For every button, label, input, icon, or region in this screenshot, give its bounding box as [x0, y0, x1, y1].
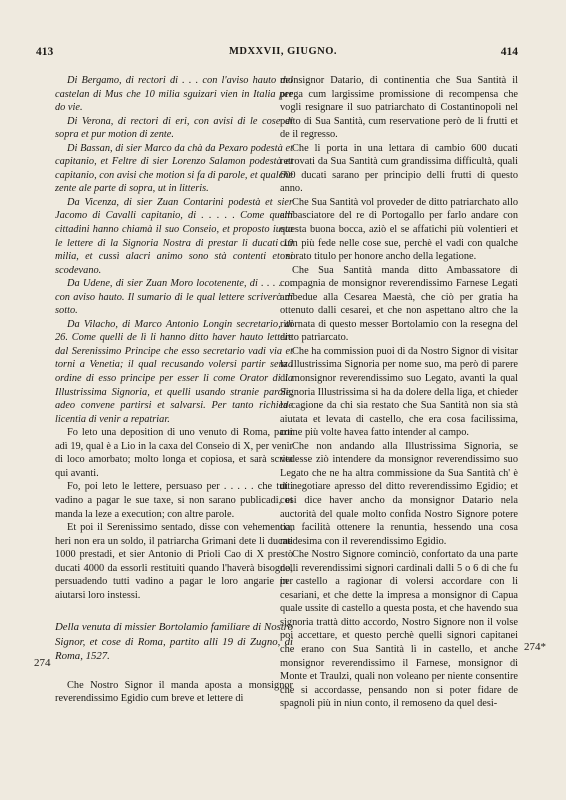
paragraph: Che non andando alla Illustrissima Signoria, se vedesse ziò intendere da monsignor reverendissimo suo Legato che ne ha altra commissione da Sua Santità ch' è di negotiare apresso del ditto reverendissimo Egidio; et cosi dice haver ancho da monsignor Datario nela auctorità del quale molto confida Nostro Signore potere con facilità ottenere la renuntia, hessendo una cosa medesima con il reverendissimo Egidio. — [280, 440, 518, 547]
page-number-left: 413 — [36, 46, 54, 58]
right-column — [280, 74, 518, 711]
paragraph: Che Nostro Signore cominciò, confortato da una parte delli reverendissimi signori cardinali dalli 5 o 6 di che fu in castello a ragionar di volersi accordare con li cesariani, et che dette la impresa a monsignor di Capua quale ussite di castello a questa posta, et che havendo sua signoria trattà ditto accordo, Nostro Signore non il volse poi accettare, et questo perchè quelli signori capitanei che erano con Sua Santità lì in castello, et anche monsignor reverendissimo il Farnese, monsignor di Monte et Traulzi, quali non voleano per niente consentire che si accordasse, pensando non si poter fidare de spagnoli più in niun conto, il remoseno da quel desi- — [280, 549, 518, 710]
section-heading: Della venuta di missier Bortolamio familiare di Nostro Signor, et cose di Roma, partito alli 19 di Zugno, di Roma, 1527. — [55, 621, 293, 662]
paragraph: Che li porta in una lettara di cambio 600 ducati retrovati da Sua Santità cum grandissima difficultà, quali 600 ducati sarano per principio delli frutti di questo anno. — [280, 142, 518, 195]
paragraph: Di Bassan, di sier Marco da chà da Pexaro podestà et capitanio, et Feltre di sier Lorenzo Salamon podestà et capitanio, con avisi che motion si fa di parole, et qualche zente ale parte di sopra, ut in litteris. — [55, 142, 293, 195]
paragraph: Da Udene, di sier Zuan Moro locotenente, di . . . . . . con aviso hauto. Il sumario di le qual lettere scriverò di sotto. — [55, 278, 293, 317]
paragraph: Che Sua Santità manda ditto Ambassatore di compagnia de monsignor reverendissimo Farnese Legati ambedue alla Cesarea Maestà, che ciò per gratia ha ottenuto dalli cesarei, et che non aspettano altro che la ritornata di questo messer Bortolamio con la resegna del ditto patriarcato. — [280, 264, 518, 344]
paragraph: monsignor Datario, di continentia che Sua Santità il prega cum largissime promissione di recompensa che vogli resignare il suo patriarchato di Costantinopoli nel petto di Sua Santità, cum reservatione però de li frutti et de il regresso. — [280, 75, 518, 141]
paragraph: Da Vicenza, di sier Zuan Contarini podestà et sier Jacomo di Cavalli capitanio, di . . . . . Come quelli cittadini hanno chiamà il suo Conseio, et proposto iusta le lettere di la Signoria Nostra di prestar li ducati 10 milia, et cussì alacri animo sono stà contenti et si scodevano. — [55, 196, 293, 276]
paragraph: Fo leto una deposition di uno venuto di Roma, partì adì 19, qual è a Lio in la caxa del Conseio di X, per venir di loco amorbato; molto longa et copiosa, et sarà scrita qui avanti. — [55, 427, 293, 479]
margin-number-left: 274 — [34, 657, 51, 669]
paragraph: Di Bergamo, di rectori di . . . con l'aviso hauto del castelan di Mus che 10 milia sguizari vien in Italia per do vie. — [55, 75, 293, 114]
paragraph: Che Nostro Signor il manda aposta a monsignor reverendissimo Egidio cum breve et lettere di — [55, 679, 293, 705]
margin-number-right: 274* — [524, 641, 546, 653]
paragraph: Fo, poi leto le lettere, persuaso per . . . . . che tutti vadino a pagar le sue taxe, si non sarano publicadi, et manda la leze a execution; con altre parole. — [55, 481, 293, 520]
paragraph: Che Sua Santità vol proveder de ditto patriarchato allo ambasciatore del re di Portogallo per farlo andare con questa buona bocca, aziò el se affatichi più volentieri et cum più fede nelle cose sue, perchè el vadi con qualche onorato titulo per honore ancho della legatione. — [280, 196, 518, 263]
paragraph: Che ha commission puoi di da Nostro Signor di visitar la Illustrissima Signoria per nome suo, ma però di parere di monsignor reverendissimo suo Legato, avanti la qual Signoria Illustrissima si ha da dolere della liga, et chieder la cagione da chi sia restato che Sua Santità non sia stà aiutata et levata di castello, che era cosa facilissima, come più volte havea fatto intender al campo. — [280, 345, 518, 439]
running-header: MDXXVII, GIUGNO. — [228, 46, 338, 57]
paragraph: Da Vilacho, di Marco Antonio Longin secretario, di 26. Come quelli de lì li hanno ditto haver hauto lettere dal Serenissimo Principe che esso secretario vadi via et torni a Venetia; il qual recusando volersi partir senza ordine di esso principe per esser li come Orator di la Illustrissima Signoria, et quelli usando stranie parole, adeo convene partirsi et salvarsi. Per tanto richiede licentia di venir a repatriar. — [55, 318, 293, 425]
paragraph: Di Verona, di rectori di eri, con avisi di le cose di sopra et pur motion di zente. — [55, 115, 293, 141]
page-number-right: 414 — [500, 46, 518, 58]
left-column — [55, 74, 293, 706]
paragraph: Et poi il Serenissimo sentado, disse con vehementia, heri non era un soldo, il patriarcha Grimani dete li ducati 1000 prestadi, et sier Antonio di Prioli Cao di X prestò ducati 4000 da essorli restituiti quando l'haverà bisogno, persuadendo tutti vadino a pagar le loro angarie per aiutarsi loro instessi. — [55, 522, 293, 601]
